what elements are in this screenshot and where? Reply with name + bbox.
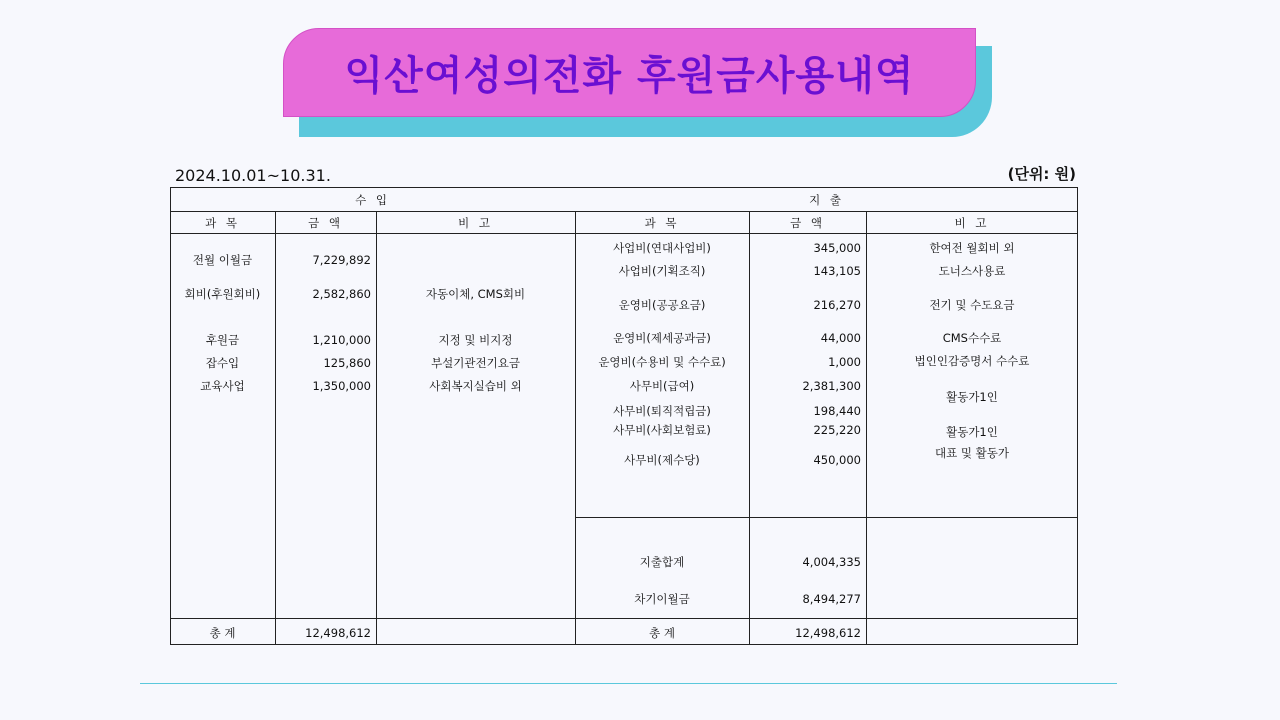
carryover-label: 차기이월금	[634, 592, 690, 606]
expense-section-header: 지 출	[809, 193, 844, 207]
income-amount: 125,860	[323, 356, 371, 370]
expense-note: 대표 및 활동가	[935, 446, 1009, 460]
table-rule	[170, 211, 1078, 212]
finance-table	[170, 187, 1078, 645]
expense-subtotal-amount: 4,004,335	[802, 555, 861, 569]
table-col-rule	[275, 211, 276, 645]
expense-subtotal-label: 지출합계	[639, 555, 685, 569]
income-note: 자동이체, CMS회비	[425, 287, 526, 301]
expense-total-label: 총 계	[649, 626, 675, 640]
expense-col-amount: 금 액	[790, 216, 825, 230]
income-amount: 1,350,000	[312, 379, 371, 393]
income-amount: 2,582,860	[312, 287, 371, 301]
income-section-header: 수 입	[355, 193, 390, 207]
income-item: 전월 이월금	[192, 253, 253, 267]
income-item: 회비(후원회비)	[184, 287, 261, 301]
expense-amount: 198,440	[813, 404, 861, 418]
income-col-item: 과 목	[205, 216, 240, 230]
expense-amount: 44,000	[820, 331, 861, 345]
expense-item: 운영비(제세공과금)	[613, 331, 711, 345]
income-amount: 1,210,000	[312, 333, 371, 347]
income-item: 교육사업	[200, 379, 245, 393]
income-total-label: 총 계	[209, 626, 236, 640]
income-note: 부설기관전기요금	[431, 356, 520, 370]
table-col-rule	[376, 211, 377, 645]
income-total-amount: 12,498,612	[305, 626, 371, 640]
income-col-note: 비 고	[458, 216, 493, 230]
expense-amount: 450,000	[813, 453, 861, 467]
page-title: 익산여성의전화 후원금사용내역	[344, 53, 915, 99]
expense-amount: 1,000	[828, 355, 861, 369]
expense-note: CMS수수료	[942, 331, 1002, 345]
income-item: 잡수입	[205, 356, 240, 370]
expense-item: 사업비(연대사업비)	[613, 241, 711, 255]
income-amount: 7,229,892	[312, 253, 371, 267]
expense-note: 활동가1인	[946, 390, 998, 404]
table-border-bottom	[170, 644, 1078, 645]
expense-amount: 143,105	[813, 264, 861, 278]
income-note: 사회복지실습비 외	[429, 379, 522, 393]
expense-amount: 225,220	[813, 423, 861, 437]
title-banner	[283, 28, 976, 117]
expense-item: 사무비(제수당)	[624, 453, 700, 467]
expense-item: 사무비(퇴직적립금)	[613, 404, 711, 418]
table-rule	[170, 233, 1078, 234]
expense-subtotal-rule	[575, 517, 1078, 518]
expense-note: 한여전 월회비 외	[929, 241, 1015, 255]
currency-unit: (단위: 원)	[1007, 165, 1076, 183]
expense-amount: 2,381,300	[802, 379, 861, 393]
income-item: 후원금	[205, 333, 240, 347]
expense-note: 도너스사용료	[938, 264, 1006, 278]
expense-item: 운영비(공공요금)	[618, 298, 706, 312]
table-border-right	[1077, 187, 1078, 645]
income-note: 지정 및 비지정	[438, 333, 513, 347]
expense-note: 전기 및 수도요금	[929, 298, 1015, 312]
expense-col-note: 비 고	[954, 216, 990, 230]
income-col-amount: 금 액	[308, 216, 343, 230]
expense-item: 사무비(사회보험료)	[613, 423, 711, 437]
expense-item: 운영비(수용비 및 수수료)	[598, 355, 726, 369]
expense-col-item: 과 목	[644, 216, 680, 230]
table-border-top	[170, 187, 1078, 188]
expense-amount: 216,270	[813, 298, 861, 312]
footer-divider	[140, 683, 1117, 684]
expense-total-amount: 12,498,612	[795, 626, 861, 640]
carryover-amount: 8,494,277	[802, 592, 861, 606]
expense-note: 법인인감증명서 수수료	[914, 354, 1030, 368]
expense-amount: 345,000	[813, 241, 861, 255]
table-rule	[170, 618, 1078, 619]
report-period: 2024.10.01~10.31.	[175, 166, 331, 185]
expense-note: 활동가1인	[946, 425, 998, 439]
expense-item: 사업비(기획조직)	[618, 264, 706, 278]
expense-item: 사무비(급여)	[629, 379, 695, 393]
